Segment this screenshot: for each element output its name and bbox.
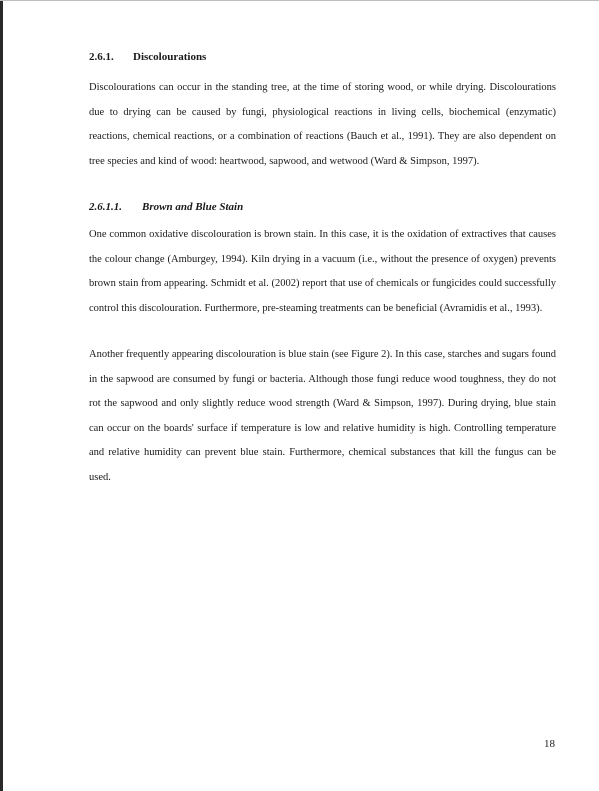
brown-stain-paragraph: One common oxidative discolouration is brown stain. In this case, it is the oxidation of extractives that causes the colour change (Amburgey, 1994). Kiln drying in a vacuum (i.e., without the presence of oxygen) prevents brown stain from appearing. Schmidt et al. (2002) report that use of chemicals or fungicides could successfully control this discolouration. Furthermore, pre-steaming treatments can be beneficial (Avramidis et al., 1993). [89, 229, 556, 314]
document-body [89, 50, 556, 490]
page-left-edge [0, 0, 3, 791]
section-title: Discolourations [133, 51, 207, 63]
section-paragraph: Discolourations can occur in the standing tree, at the time of storing wood, or while drying. Discolourations due to drying can be caused by fungi, physiological reactions in living cells, biochemical (enzymatic) reactions, chemical reactions, or a combination of reactions (Bauch et al., 1991). They are also dependent on tree species and kind of wood: heartwood, sapwood, and wetwood (Ward & Simpson, 1997). [89, 82, 556, 167]
page-top-edge [0, 0, 599, 1]
subsection-heading [89, 200, 556, 214]
subsection-number: 2.6.1.1. [89, 201, 122, 213]
section-heading [89, 50, 556, 64]
subsection-title: Brown and Blue Stain [142, 201, 244, 213]
blue-stain-paragraph: Another frequently appearing discolouration is blue stain (see Figure 2). In this case, starches and sugars found in the sapwood are consumed by fungi or bacteria. Although those fungi reduce wood toughness, they do not rot the sapwood and only slightly reduce wood strength (Ward & Simpson, 1997). During drying, blue stain can occur on the boards' surface if temperature is low and relative humidity is high. Controlling temperature and relative humidity can prevent blue stain. Furthermore, chemical substances that kill the fungus can be used. [89, 349, 556, 483]
section-number: 2.6.1. [89, 51, 114, 63]
page-number: 18 [544, 738, 555, 750]
